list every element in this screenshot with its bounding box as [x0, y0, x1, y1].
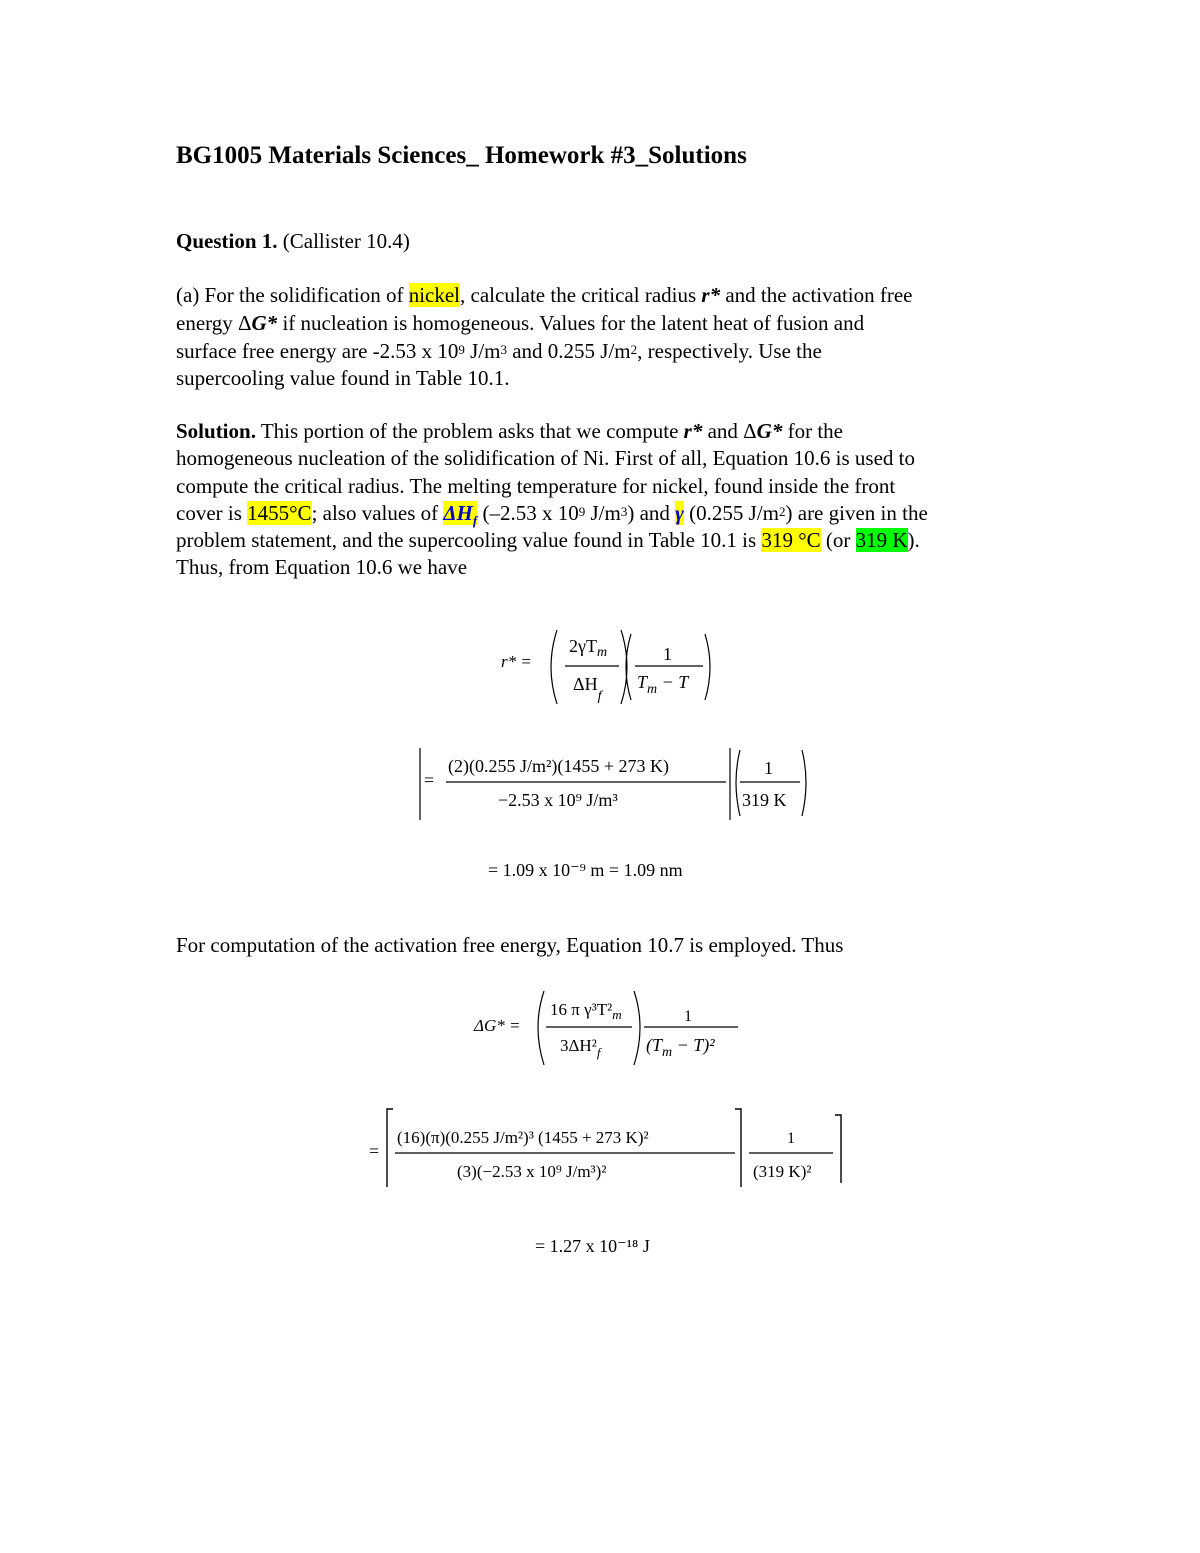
eq5-numerator: (16)(π)(0.255 J/m²)³ (1455 + 273 K)²: [397, 1128, 649, 1147]
equation-delta-g-substituted: [365, 1105, 855, 1190]
part-a-line-2: energy ΔG* if nucleation is homogeneous. Values for the latent heat of fusion and: [176, 311, 865, 335]
question-label: Question 1.: [176, 229, 278, 253]
eq4-lhs: ΔG* =: [474, 1016, 521, 1035]
eq1-lhs: r* =: [501, 652, 532, 671]
eq2-denominator: −2.53 x 10⁹ J/m³: [498, 790, 618, 810]
svg-text:=: =: [369, 1141, 380, 1161]
solution-line-5: problem statement, and the supercooling value found in Table 10.1 is 319 °C (or 319 K).: [176, 528, 920, 552]
svg-text:(319 K)²: (319 K)²: [753, 1162, 812, 1181]
svg-text:ΔHf: $\Delta H_f$: [573, 674, 602, 704]
highlight-gamma: γ: [675, 501, 684, 525]
svg-text:Tm − T: $T_m - T$: [637, 672, 689, 697]
solution-line-2: homogeneous nucleation of the solidification of Ni. First of all, Equation 10.6 is used to: [176, 446, 915, 470]
svg-text:2γTm: $2\gamma T_m$: [569, 636, 608, 660]
svg-text:(Tm − T)²: $(T_m - T)^2$: [646, 1035, 715, 1060]
activation-intro: For computation of the activation free energy, Equation 10.7 is employed. Thus: [176, 933, 844, 957]
highlight-supercooling-k: 319 K: [855, 528, 908, 552]
question-source: (Callister 10.4): [282, 229, 410, 253]
question-heading: [176, 228, 410, 256]
eq2-numerator: (2)(0.255 J/m²)(1455 + 273 K): [448, 756, 670, 776]
svg-text:=: =: [424, 770, 435, 790]
solution-label: Solution.: [176, 419, 256, 443]
svg-text:1: 1: [764, 758, 773, 778]
equation-r-star-result: = 1.09 x 10⁻⁹ m = 1.09 nm: [488, 860, 683, 880]
highlight-delta-h: $\Delta H_f$: [443, 501, 478, 529]
svg-text:3ΔH²f: $3\Delta H^2_f$: [560, 1036, 601, 1060]
svg-text:1: 1: [787, 1130, 795, 1147]
part-a-line-1: (a) For the solidification of nickel, calculate the critical radius r* and the activation free: [176, 283, 913, 307]
equation-delta-g-formula: [470, 985, 750, 1070]
equation-r-star-substituted: [418, 740, 818, 822]
solution-line-1: Solution. This portion of the problem asks that we compute r* and ΔG* for the: [176, 419, 843, 443]
highlight-melting-temp: 1455°C: [247, 501, 312, 525]
solution-line-6: Thus, from Equation 10.6 we have: [176, 555, 468, 579]
highlight-nickel: nickel: [408, 283, 461, 307]
equation-delta-g-result: = 1.27 x 10⁻¹⁸ J: [535, 1236, 650, 1256]
highlight-supercooling-c: 319 °C: [761, 528, 821, 552]
solution-line-4: cover is 1455°C; also values of $\Delta H_f$ (–2.53 x $10^9$ $J/m^3$) and γ (0.255 $J/m^2$) are given in the: [176, 501, 928, 529]
eq5-denominator: (3)(−2.53 x 10⁹ J/m³)²: [457, 1162, 607, 1181]
part-a-line-3: surface free energy are -2.53 x $10^9$ $J/m^3$ and 0.255 $J/m^2$, respectively. Use the: [176, 339, 822, 363]
equation-r-star-formula: [495, 622, 725, 712]
svg-text:1: 1: [663, 644, 672, 664]
svg-text:319 K: 319 K: [742, 790, 787, 810]
solution-line-3: compute the critical radius. The melting temperature for nickel, found inside the front: [176, 474, 896, 498]
svg-text:16 π γ³T²m: 16 π $\gamma^3T^2_m$: [550, 1000, 622, 1022]
svg-text:1: 1: [684, 1008, 692, 1025]
page-title: BG1005 Materials Sciences_ Homework #3_Solutions: [176, 142, 747, 169]
part-a-line-4: supercooling value found in Table 10.1.: [176, 366, 510, 390]
